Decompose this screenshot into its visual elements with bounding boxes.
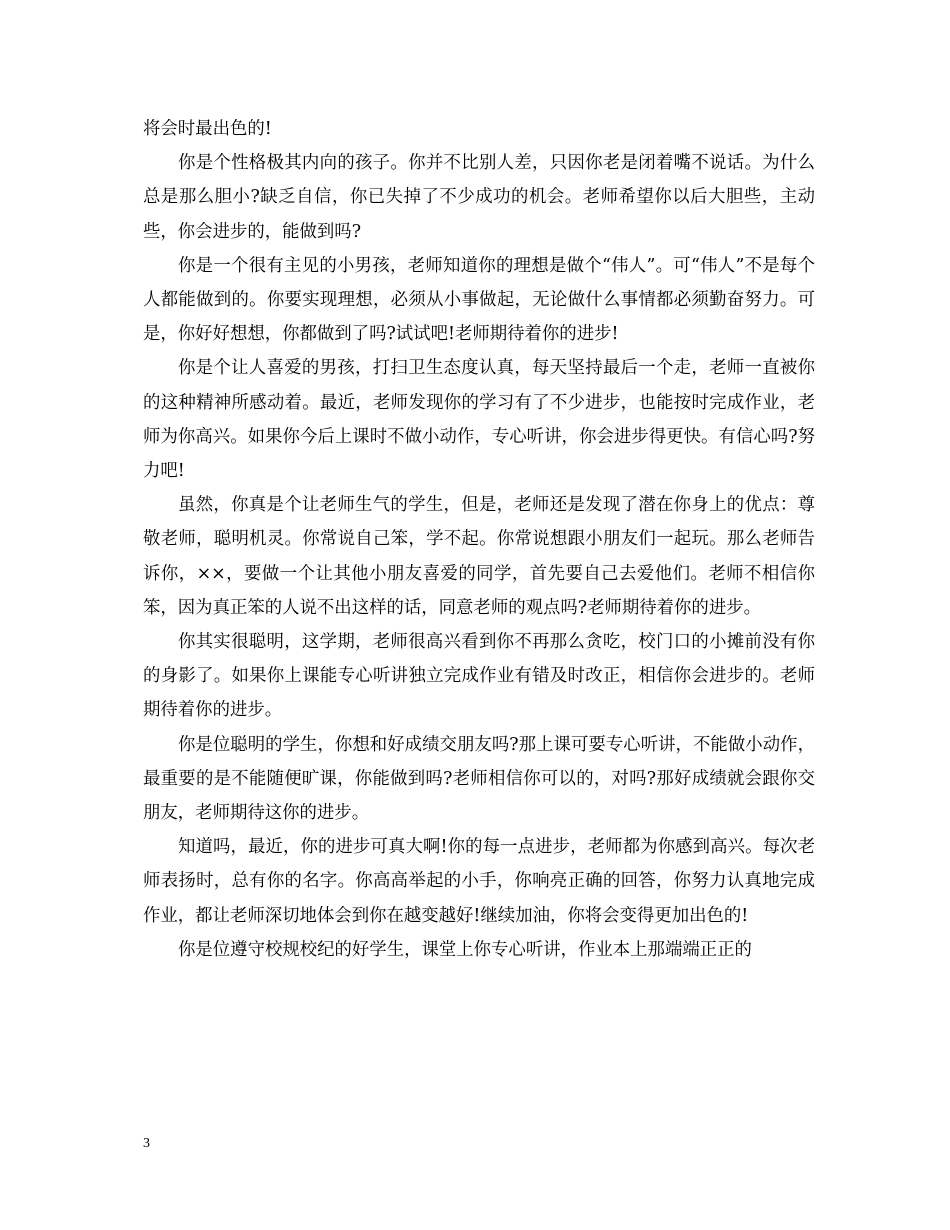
paragraph-continues: 你是位遵守校规校纪的好学生，课堂上你专心听讲，作业本上那端端正正的 <box>178 939 752 960</box>
paragraph: 你是一个很有主见的小男孩，老师知道你的理想是做个“伟人”。可“伟人”不是每个人都能做到的。你要实现理想，必须从小事做起，无论做什么事情都必须勤奋努力。可是，你好好想想，你都做到了吗?试试吧!老师期待着你的进步! <box>143 255 815 345</box>
paragraph-continuation: 将会时最出色的! <box>143 119 272 139</box>
page-number: 3 <box>143 1136 150 1151</box>
paragraph: 你是个让人喜爱的男孩，打扫卫生态度认真，每天坚持最后一个走，老师一直被你的这种精神所感动着。最近，老师发现你的学习有了不少进步，也能按时完成作业，老师为你高兴。如果你今后上课时不做小动作，专心听讲，你会进步得更快。有信心吗?努力吧! <box>143 358 815 482</box>
paragraph: 知道吗，最近，你的进步可真大啊!你的每一点进步，老师都为你感到高兴。每次老师表扬时，总有你的名字。你高高举起的小手，你响亮正确的回答，你努力认真地完成作业，都让老师深切地体会到你在越变越好!继续加油，你将会变得更加出色的! <box>143 837 815 926</box>
paragraph: 你是个性格极其内向的孩子。你并不比别人差，只因你老是闭着嘴不说话。为什么总是那么胆小?缺乏自信，你已失掉了不少成功的机会。老师希望你以后大胆些，主动些，你会进步的，能做到吗? <box>143 153 815 242</box>
document-body <box>143 112 815 967</box>
paragraph: 你是位聪明的学生，你想和好成绩交朋友吗?那上课可要专心听讲，不能做小动作，最重要的是不能随便旷课，你能做到吗?老师相信你可以的，对吗?那好成绩就会跟你交朋友，老师期待这你的进步。 <box>143 734 815 824</box>
paragraph: 虽然，你真是个让老师生气的学生，但是，老师还是发现了潜在你身上的优点：尊敬老师，聪明机灵。你常说自己笨，学不起。你常说想跟小朋友们一起玩。那么老师告诉你，××，要做一个让其他小朋友喜爱的同学，首先要自己去爱他们。老师不相信你笨，因为真正笨的人说不出这样的话，同意老师的观点吗?老师期待着你的进步。 <box>143 495 815 618</box>
paragraph: 你其实很聪明，这学期，老师很高兴看到你不再那么贪吃，校门口的小摊前没有你的身影了。如果你上课能专心听讲独立完成作业有错及时改正，相信你会进步的。老师期待着你的进步。 <box>143 632 815 721</box>
